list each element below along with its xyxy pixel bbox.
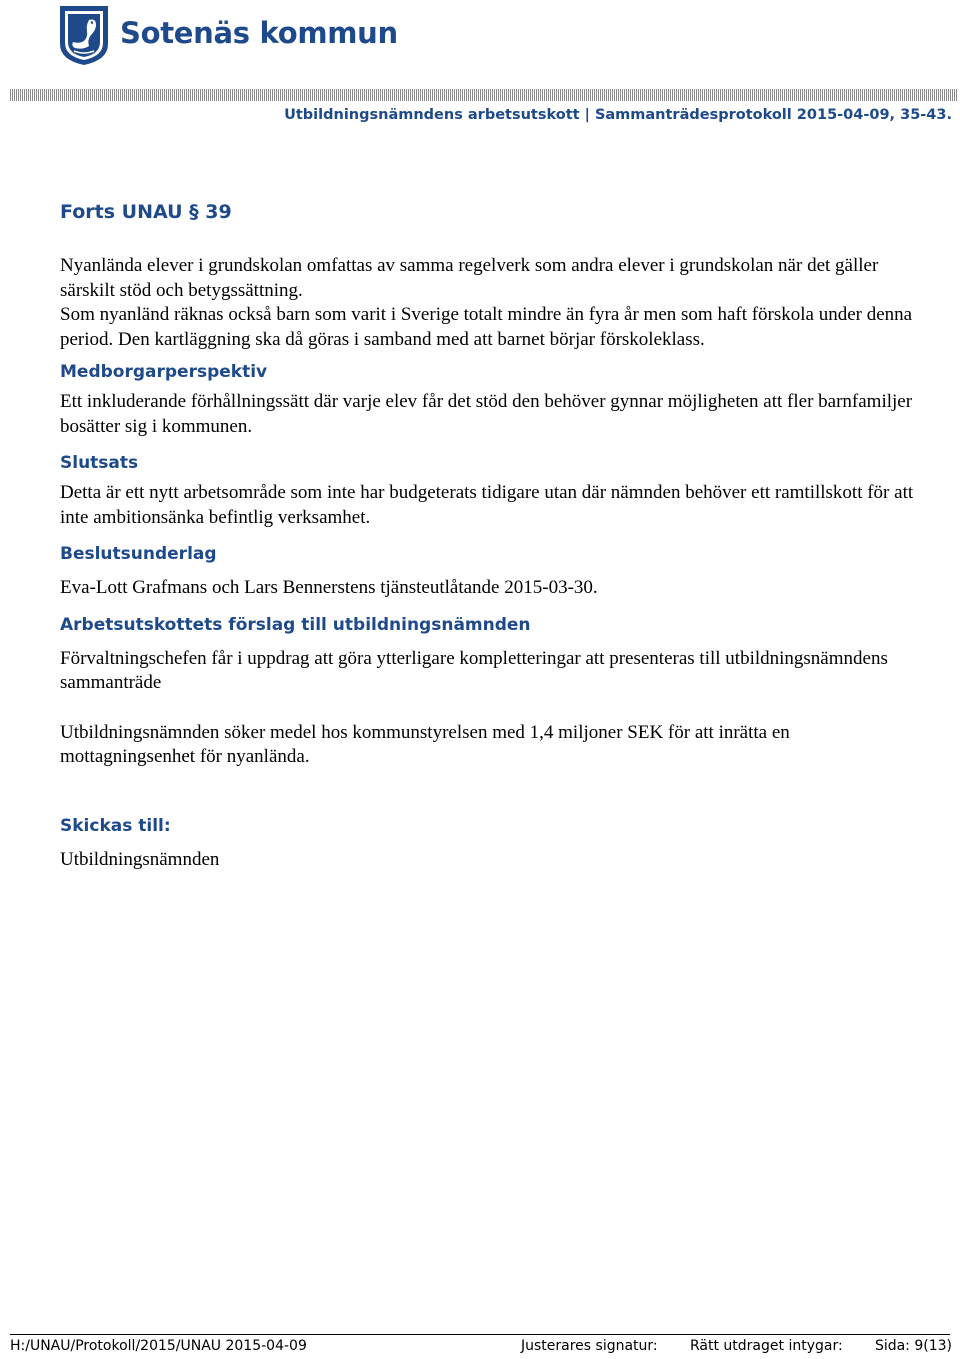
logo-text: Sotenäs kommun (120, 15, 398, 50)
body-paragraph: Utbildningsnämnden söker medel hos kommunstyrelsen med 1,4 miljoner SEK för att inrätta en mottagningsenhet för nyanlända. (60, 721, 790, 767)
footer-file-path: H:/UNAU/Protokoll/2015/UNAU 2015-04-09 (10, 1338, 307, 1354)
body-paragraph: Eva-Lott Grafmans och Lars Bennerstens tjänsteutlåtande 2015-03-30. (60, 577, 598, 598)
document-body (60, 198, 920, 872)
footer-excerpt-label: Rätt utdraget intygar: (690, 1338, 843, 1354)
body-paragraph: Ett inkluderande förhållningssätt där varje elev får det stöd den behöver gynnar möjligheten att fler barnfamiljer bosätter sig i kommunen. (60, 391, 913, 437)
header-title: Utbildningsnämndens arbetsutskott | Sammanträdesprotokoll 2015-04-09, 35-43. (284, 107, 952, 123)
body-paragraph: Som nyanländ räknas också barn som varit i Sverige totalt mindre än fyra år men som haft förskola under denna period. Den kartläggning ska då göras i samband med att barnet börjar förskoleklass. (60, 304, 913, 350)
footer-page-number: Sida: 9(13) (874, 1338, 952, 1354)
section-heading: Slutsats (60, 453, 139, 473)
footer-divider (10, 1334, 950, 1335)
body-paragraph: Detta är ett nytt arbetsområde som inte har budgeterats tidigare utan där nämnden behöver ett ramtillskott för att inte ambitionsänka befintlig verksamhet. (60, 482, 914, 528)
swan-shield-icon (58, 4, 110, 66)
footer-signature-label: Justerares signatur: (521, 1338, 658, 1354)
section-heading: Arbetsutskottets förslag till utbildningsnämnden (60, 614, 531, 635)
body-paragraph: Förvaltningschefen får i uppdrag att göra ytterligare kompletteringar att presenteras till utbildningsnämndens sammanträde (60, 647, 888, 693)
body-paragraph: Nyanlända elever i grundskolan omfattas av samma regelverk som andra elever i grundskolan när det gäller särskilt stöd och betygssättning. (60, 255, 879, 301)
body-paragraph: Utbildningsnämnden (60, 848, 220, 870)
header-divider (10, 89, 958, 101)
section-heading: Skickas till: (60, 815, 171, 836)
section-heading: Forts UNAU § 39 (60, 201, 232, 223)
sotenas-logo (58, 4, 398, 66)
section-heading: Medborgarperspektiv (60, 362, 268, 382)
section-heading: Beslutsunderlag (60, 544, 217, 564)
